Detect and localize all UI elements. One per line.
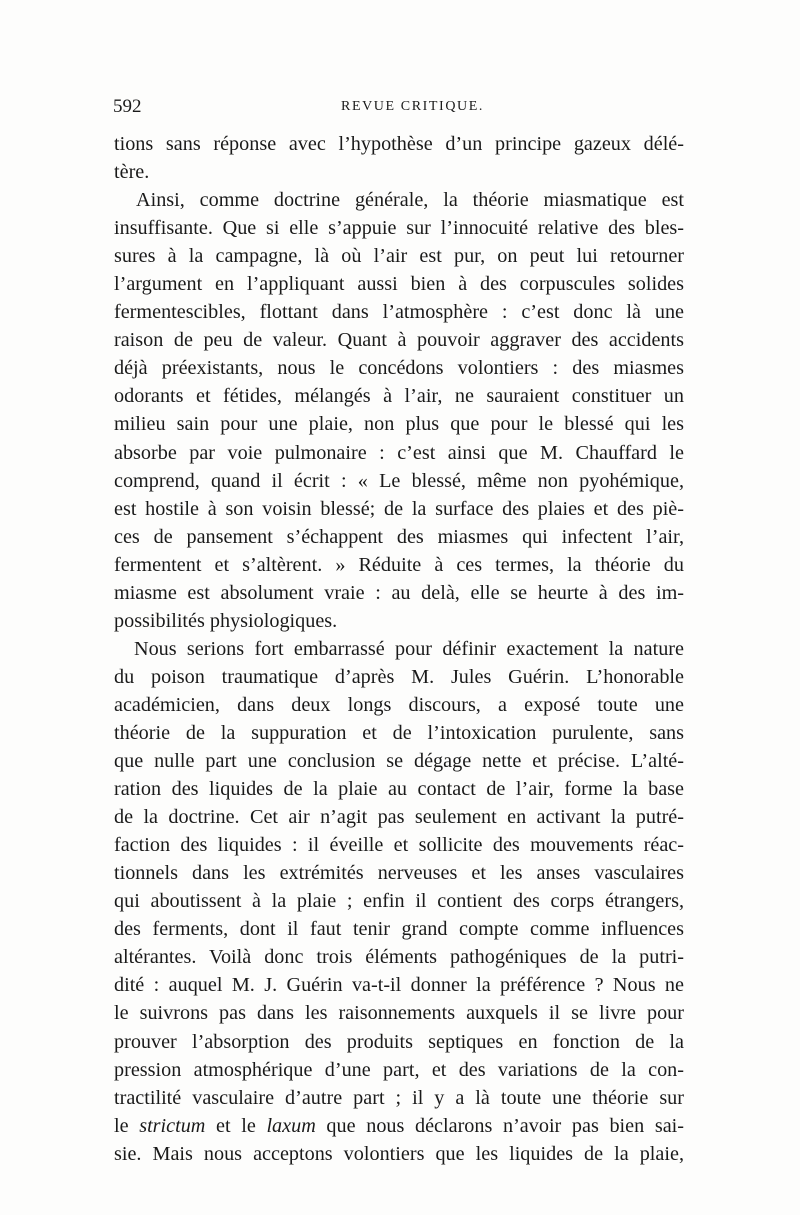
text-line: altérantes. Voilà donc trois éléments pathogéniques de la putri- bbox=[114, 946, 684, 969]
text-line: raison de peu de valeur. Quant à pouvoir aggraver des accidents bbox=[114, 329, 684, 352]
text-line: théorie de la suppuration et de l’intoxication purulente, sans bbox=[114, 721, 684, 744]
journal-title: REVUE CRITIQUE. bbox=[341, 99, 484, 114]
text-line: académicien, dans deux longs discours, a exposé toute une bbox=[114, 693, 684, 716]
text-line: l’argument en l’appliquant aussi bien à des corpuscules solides bbox=[114, 273, 684, 296]
text-line: tère. bbox=[114, 161, 150, 184]
text-line: est hostile à son voisin blessé; de la surface des plaies et des piè- bbox=[114, 497, 684, 520]
text-line: du poison traumatique d’après M. Jules Guérin. L’honorable bbox=[114, 665, 684, 688]
text-line: absorbe par voie pulmonaire : c’est ainsi que M. Chauffard le bbox=[114, 441, 684, 464]
text-line: possibilités physiologiques. bbox=[114, 609, 338, 632]
text-line: que nulle part une conclusion se dégage nette et précise. L’alté- bbox=[114, 750, 684, 773]
text-line: insuffisante. Que si elle s’appuie sur l’innocuité relative des bles- bbox=[114, 217, 684, 240]
text-line: tions sans réponse avec l’hypothèse d’un principe gazeux délé- bbox=[114, 133, 684, 155]
text-line: ration des liquides de la plaie au contact de l’air, forme la base bbox=[114, 778, 684, 801]
text-fragment: que nous déclarons n’avoir pas bien sai- bbox=[315, 1114, 684, 1137]
text-line: tractilité vasculaire d’autre part ; il y a là toute une théorie sur bbox=[114, 1086, 684, 1109]
text-line: tionnels dans les extrémités nerveuses et les anses vasculaires bbox=[114, 862, 684, 885]
text-line: odorants et fétides, mélangés à l’air, ne sauraient constituer un bbox=[114, 385, 684, 408]
body-text bbox=[114, 130, 684, 1168]
page-number: 592 bbox=[113, 96, 142, 117]
text-line: sures à la campagne, là où l’air est pur, on peut lui retourner bbox=[114, 245, 684, 268]
text-fragment: le bbox=[114, 1114, 140, 1137]
text-line: faction des liquides : il éveille et sollicite des mouvements réac- bbox=[114, 834, 684, 857]
paragraph-start-line: Ainsi, comme doctrine générale, la théorie miasmatique est bbox=[136, 189, 684, 212]
paragraph-start-line: Nous serions fort embarrassé pour définir exactement la nature bbox=[134, 637, 684, 660]
text-line: le suivrons pas dans les raisonnements auxquels il se livre pour bbox=[114, 1002, 684, 1025]
text-fragment: et le bbox=[205, 1114, 267, 1137]
text-line: miasme est absolument vraie : au delà, elle se heurte à des im- bbox=[114, 581, 684, 604]
text-line: sie. Mais nous acceptons volontiers que les liquides de la plaie, bbox=[114, 1142, 684, 1165]
text-line: comprend, quand il écrit : « Le blessé, même non pyohémique, bbox=[114, 469, 684, 492]
italic-term-strictum: strictum bbox=[139, 1114, 206, 1137]
text-line: de la doctrine. Cet air n’agit pas seulement en activant la putré- bbox=[114, 806, 684, 829]
text-line: fermentent et s’altèrent. » Réduite à ces termes, la théorie du bbox=[114, 553, 684, 576]
italic-term-laxum: laxum bbox=[266, 1114, 316, 1137]
text-line: ces de pansement s’échappent des miasmes qui infectent l’air, bbox=[114, 525, 684, 548]
text-line: qui aboutissent à la plaie ; enfin il contient des corps étrangers, bbox=[114, 890, 684, 913]
text-line: pression atmosphérique d’une part, et des variations de la con- bbox=[114, 1058, 684, 1081]
text-line: dité : auquel M. J. Guérin va-t-il donner la préférence ? Nous ne bbox=[114, 974, 684, 997]
text-line-with-italics bbox=[114, 1112, 684, 1140]
text-line: prouver l’absorption des produits septiques en fonction de la bbox=[114, 1030, 684, 1053]
running-head bbox=[113, 96, 687, 122]
text-line: déjà préexistants, nous le concédons volontiers : des miasmes bbox=[114, 357, 684, 380]
text-line: des ferments, dont il faut tenir grand compte comme influences bbox=[114, 918, 684, 941]
text-line: milieu sain pour une plaie, non plus que pour le blessé qui les bbox=[114, 413, 684, 436]
text-line: fermentescibles, flottant dans l’atmosphère : c’est donc là une bbox=[114, 301, 684, 324]
